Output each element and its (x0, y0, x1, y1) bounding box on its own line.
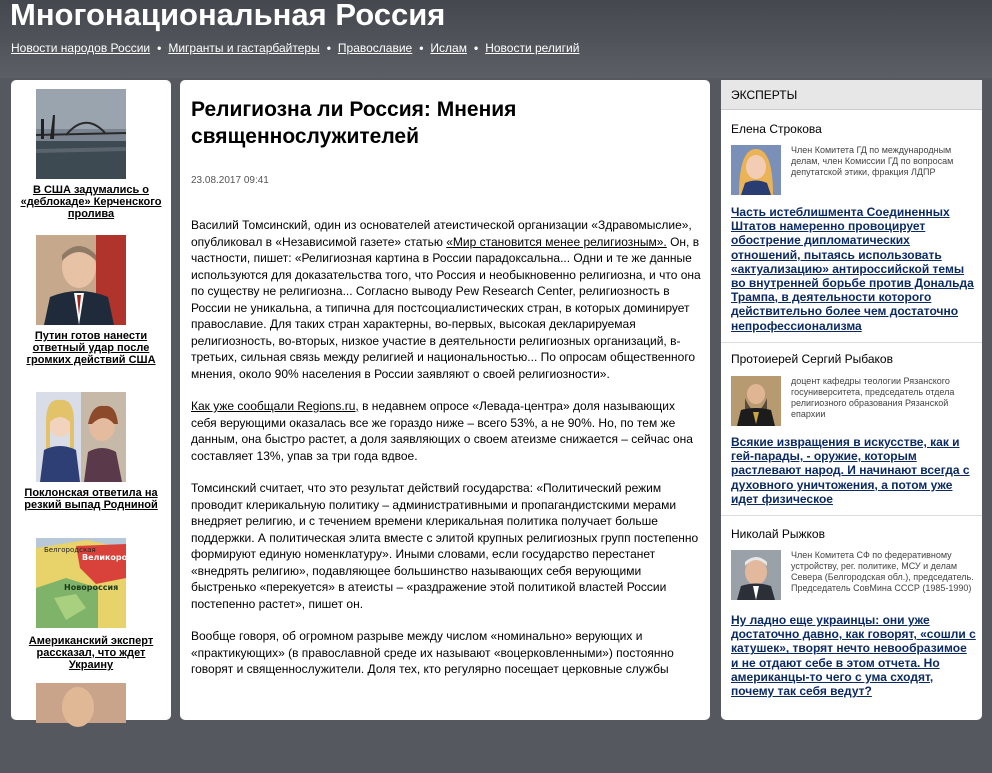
expert-quote[interactable]: Ну ладно еще украинцы: они уже достаточно давно, как говорят, «сошли с катушек», творят нечто невообразимое и не отдают себе в этом отчета. Но американцы-то чего с ума сходят, почему так себя ведут? (731, 613, 976, 699)
article-paragraph (191, 217, 701, 382)
site-title[interactable]: Многонациональная Россия (10, 0, 446, 32)
article-link[interactable]: «Мир становится менее религиозным». (446, 234, 667, 249)
nav-separator: • (419, 41, 424, 55)
expert-name[interactable]: Протоиерей Сергий Рыбаков (731, 352, 893, 366)
news-title[interactable]: Американский эксперт рассказал, что ждет Украину (28, 635, 154, 671)
divider (721, 342, 982, 343)
regions-link[interactable]: Как уже сообщали Regions.ru, (191, 399, 359, 413)
expert-photo-icon[interactable] (731, 550, 781, 600)
news-sidebar (11, 80, 171, 720)
paragraph-text: Он, в частности, пишет: «Религиозная картина в России парадоксальна... Одни и те же данные используются для доказательства того, что Россия и необыкновенно религиозна, и что она по существу не религиозна... Согласно выводу Pew Research Center, религиозность в России не уникальна, а типична для постсоциалистических стран, в которых доминирует православие. Для таких стран характерны, во-первых, высокая декларируемая религиозность, во-вторых, низкое участие в деятельности религиозных организаций, в-третьих, сильная связь между религией и национальностью... По опросам общественного мнения, около 90% населения в России заявляют о своей религиозности». (191, 234, 701, 381)
expert-quote[interactable]: Часть истеблишмента Соединенных Штатов намеренно провоцирует обострение дипломатических отношений, пытаясь использовать «актуализацию» антироссийской темы во внутренней борьбе против Дональда Трампа, в деятельности которого действительно более чем достаточно непрофессионализма (731, 205, 974, 333)
nav-separator: • (157, 41, 162, 55)
map-label: Новороссия (64, 583, 119, 592)
top-navigation (11, 41, 579, 55)
news-title[interactable]: В США задумались о «деблокаде» Керченского пролива (20, 184, 162, 220)
news-photo-icon[interactable] (36, 683, 126, 773)
article-title: Религиозна ли Россия: Мнения священнослужителей (191, 98, 517, 148)
expert-photo-icon[interactable] (731, 376, 781, 426)
paragraph-text: Василий Томсинский, один из основателей атеистической организации «Здравомыслие», опубликовал в «Независимой газете» статью (191, 218, 692, 249)
news-title[interactable]: Поклонская ответила на резкий выпад Родниной (24, 487, 158, 511)
nav-islam[interactable]: Ислам (430, 41, 467, 55)
article-date: 23.08.2017 09:41 (191, 175, 269, 186)
experts-header (721, 80, 982, 110)
divider (721, 515, 982, 516)
experts-sidebar (721, 80, 982, 720)
article-paragraph (191, 398, 701, 464)
expert-name[interactable]: Николай Рыжков (731, 527, 825, 541)
article-paragraph: Вообще говоря, об огромном разрыве между числом «номинально» верующих и «практикующих» (в православной среде их называют «воцерковленными») постоянно говорят и священнослужители. Доля тех, кто регулярно посещает церковные службы (191, 629, 674, 676)
nav-separator: • (326, 41, 331, 55)
nav-religion-news[interactable]: Новости религий (485, 41, 580, 55)
experts-header-label: ЭКСПЕРТЫ (731, 88, 798, 102)
site-header (0, 0, 992, 78)
paragraph-text: в недавнем опросе «Левада-центра» доля называющих себя верующими оказалась все же гораздо ниже – всего 53%, а не 90%. Но, по тем же данным, она быстро растет, а доля заявляющих о своем атеизме снижается – сейчас она составляет 13%, упав за три года вдвое. (191, 399, 693, 463)
bridge-photo-icon[interactable] (36, 89, 126, 179)
poklonskaya-photo-icon[interactable] (36, 392, 126, 482)
expert-quote[interactable]: Всякие извращения в искусстве, как и гей-парады, - оружие, которым растлевают народ. И начинают всегда с духовного уничтожения, а потом уже идет физическое (731, 435, 970, 506)
putin-photo-icon[interactable] (36, 235, 126, 325)
expert-name[interactable]: Елена Строкова (731, 122, 822, 136)
map-label: Великороссия (82, 553, 148, 562)
expert-description: Член Комитета СФ по федеративному устройству, рег. политике, МСУ и делам Севера (Белгородская обл.), председатель. Председатель СовМина СССР (1985-1990) (791, 550, 974, 593)
article-body (191, 217, 701, 694)
expert-description: доцент кафедры теологии Рязанского госуниверситета, председатель отдела религиозного образования Рязанской епархии (791, 376, 955, 419)
article-panel (180, 80, 710, 720)
article-paragraph: Томсинский считает, что это результат действий государства: «Политический режим проводит клерикальную политику – административными и пропагандистскими мерами внедряет религию, и с течением времени клерикальная политика получает больше поддержки. А политическая элита вместе с элитой крупных религиозных групп постепенно формируют единую номенклатуру». Иными словами, если государство перестанет «внедрять религию», подавляющее большинство называющих себя верующими быстренько «перекуется» в атеисты – «раздражение этой политикой властей России постепенно растет», пишет он. (191, 481, 699, 611)
news-title[interactable]: Путин готов нанести ответный удар после громких действий США (26, 330, 156, 366)
expert-photo-icon[interactable] (731, 145, 781, 195)
nav-migrants[interactable]: Мигранты и гастарбайтеры (168, 41, 320, 55)
nav-peoples-news[interactable]: Новости народов России (11, 41, 151, 55)
expert-description: Член Комитета ГД по международным делам, член Комиссии ГД по вопросам депутатской этики, фракция ЛДПР (791, 145, 954, 177)
nav-orthodoxy[interactable]: Православие (337, 41, 413, 55)
ukraine-map-icon[interactable] (36, 538, 148, 628)
nav-separator: • (473, 41, 479, 55)
map-label: Белгородская (44, 546, 96, 554)
